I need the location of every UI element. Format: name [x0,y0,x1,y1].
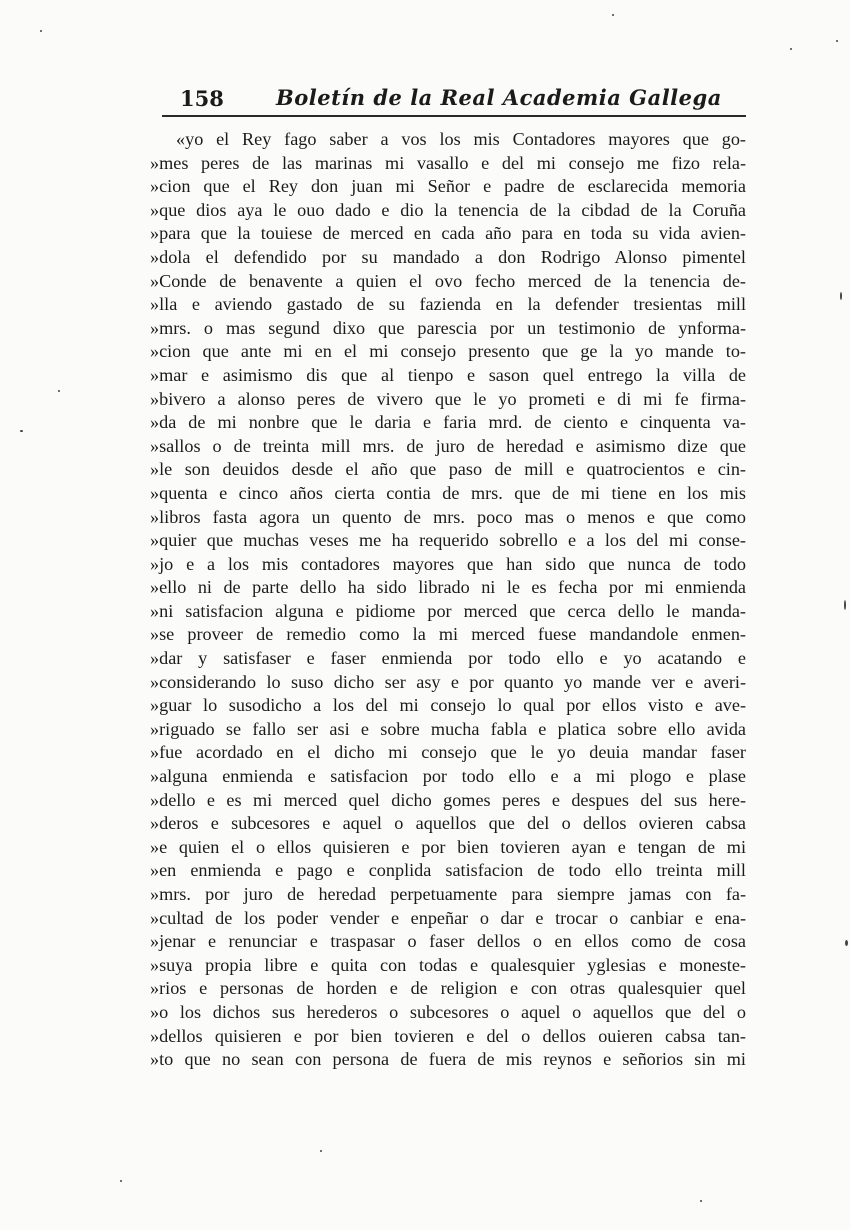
scan-speck [700,1200,702,1202]
header-rule [162,115,746,117]
text-line: »deros e subcesores e aquel o aquellos que del o dellos ovieren cabsa [150,813,746,834]
scan-speck [612,14,614,16]
text-line: »dello e es mi merced quel dicho gomes peres e despues del sus here- [150,789,746,810]
text-line: »dellos quisieren e por bien tovieren e del o dellos ouieren cabsa tan- [150,1025,746,1046]
scan-speck [845,940,848,946]
text-line: »considerando lo suso dicho ser asy e por quanto yo mande ver e averi- [150,671,746,692]
text-line: »o los dichos sus herederos o subcesores o aquel o aquellos que del o [150,1001,746,1022]
text-line: »mes peres de las marinas mi vasallo e del mi consejo me fizo rela- [150,152,746,173]
scan-speck [20,430,23,432]
text-line: »en enmienda e pago e conplida satisfacion de todo ello treinta mill [150,860,746,881]
text-line: »libros fasta agora un quento de mrs. poco mas o menos e que como [150,506,746,527]
scan-speck [58,390,60,392]
page-number: 158 [180,86,224,111]
running-title: Boletín de la Real Academia Gallega [276,85,722,110]
scan-speck [320,1150,322,1152]
text-line: »ello ni de parte dello ha sido librado ni le es fecha por mi enmienda [150,577,746,598]
scan-speck [40,30,42,32]
text-line: »cion que ante mi en el mi consejo presento que ge la yo mande to- [150,341,746,362]
text-line: »cion que el Rey don juan mi Señor e padre de esclarecida memoria [150,176,746,197]
text-line: »ni satisfacion alguna e pidiome por merced que cerca dello le manda- [150,600,746,621]
text-line: »mar e asimismo dis que al tienpo e sason quel entrego la villa de [150,364,746,385]
text-line: »fue acordado en el dicho mi consejo que le yo deuia mandar faser [150,742,746,763]
text-line: »para que la touiese de merced en cada año para en toda su vida avien- [150,223,746,244]
text-line: »quenta e cinco años cierta contia de mrs. que de mi tiene en los mis [150,482,746,503]
text-line: »suya propia libre e quita con todas e qualesquier yglesias e moneste- [150,954,746,975]
text-line: »quier que muchas veses me ha requerido sobrello e a los del mi conse- [150,530,746,551]
text-line: »lla e aviendo gastado de su fazienda en la defender tresientas mill [150,294,746,315]
text-line: »que dios aya le ouo dado e dio la tenencia de la cibdad de la Coruña [150,199,746,220]
text-line: »rios e personas de horden e de religion e con otras qualesquier quel [150,978,746,999]
text-line: »jenar e renunciar e traspasar o faser dellos o en ellos como de cosa [150,931,746,952]
text-line: »e quien el o ellos quisieren e por bien tovieren ayan e tengan de mi [150,836,746,857]
text-line: »se proveer de remedio como la mi merced fuese mandandole enmen- [150,624,746,645]
scan-speck [844,600,846,610]
text-line: »cultad de los poder vender e enpeñar o dar e trocar o canbiar e ena- [150,907,746,928]
text-line: »da de mi nonbre que le daria e faria mrd. de ciento e cinquenta va- [150,412,746,433]
scan-speck [120,1180,122,1182]
text-line: »Conde de benavente a quien el ovo fecho merced de la tenencia de- [150,270,746,291]
text-line: »dola el defendido por su mandado a don Rodrigo Alonso pimentel [150,246,746,267]
text-line: »guar lo susodicho a los del mi consejo lo qual por ellos visto e ave- [150,695,746,716]
scan-speck [836,40,838,42]
body-text [150,128,746,1072]
text-line: »bivero a alonso peres de vivero que le yo prometi e di mi fe firma- [150,388,746,409]
scan-speck [790,48,792,50]
text-line: »le son deuidos desde el año que paso de mill e quatrocientos e cin- [150,459,746,480]
text-line: »sallos o de treinta mill mrs. de juro de heredad e asimismo dize que [150,435,746,456]
text-line: »jo e a los mis contadores mayores que han sido que nunca de todo [150,553,746,574]
text-line: »riguado se fallo ser asi e sobre mucha fabla e platica sobre ello avida [150,718,746,739]
text-line: »dar y satisfaser e faser enmienda por todo ello e yo acatando e [150,648,746,669]
page-header [162,80,746,116]
text-line: »mrs. por juro de heredad perpetuamente para siempre jamas con fa- [150,884,746,904]
text-line: «yo el Rey fago saber a vos los mis Contadores mayores que go- [176,129,746,149]
text-line: »to que no sean con persona de fuera de mis reynos e señorios sin mi [150,1049,746,1070]
scan-speck [840,292,842,300]
text-line: »alguna enmienda e satisfacion por todo ello e a mi plogo e plase [150,766,746,787]
text-line: »mrs. o mas segund dixo que parescia por un testimonio de ynforma- [150,317,746,338]
